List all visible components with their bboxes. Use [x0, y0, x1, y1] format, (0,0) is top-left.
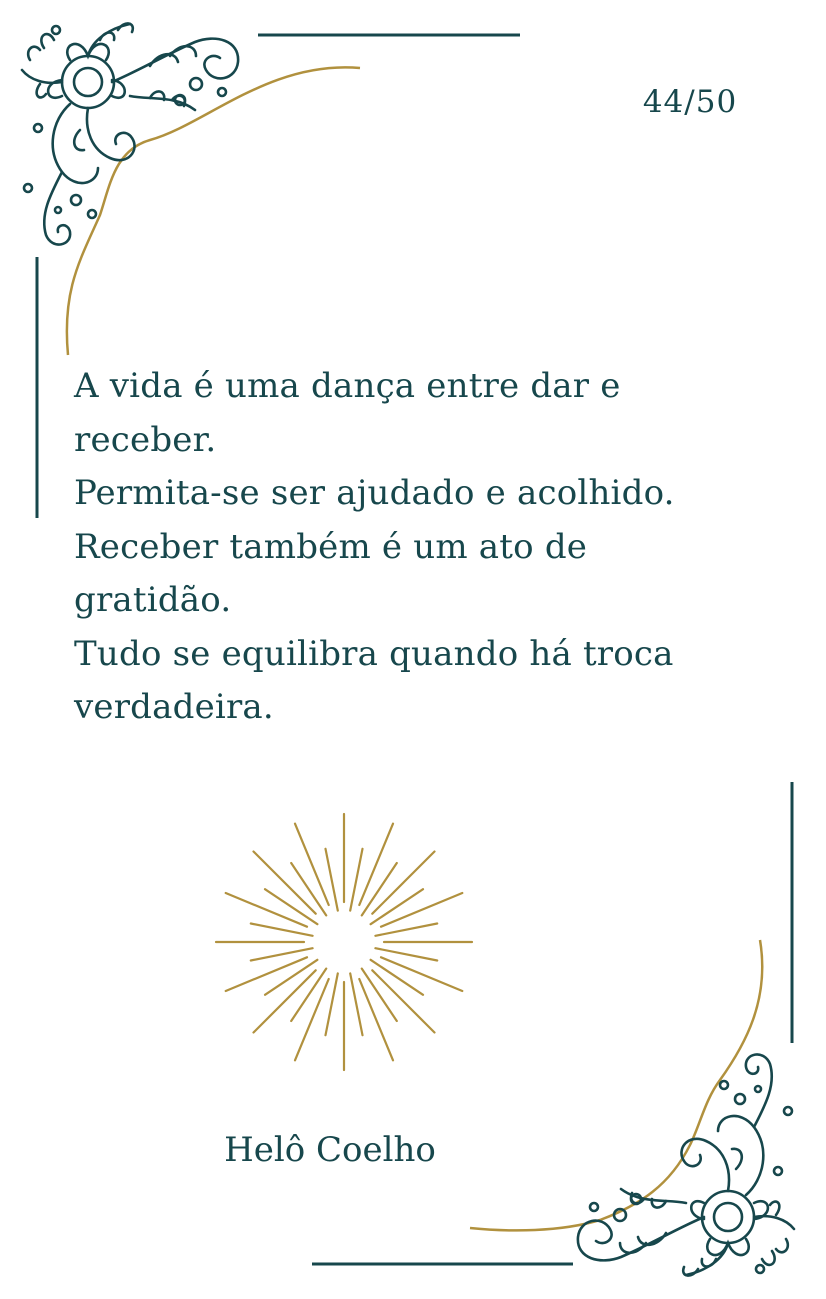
sunburst-ray [254, 852, 316, 914]
quote-line: receber. [74, 419, 217, 460]
page-number: 44/50 [642, 84, 738, 120]
bottom-right-gold-curve [470, 940, 762, 1230]
quote-text [74, 360, 794, 735]
quote-line: Tudo se equilibra quando há troca [74, 633, 674, 674]
quote-line: Receber também é um ato de [74, 526, 588, 567]
top-left-gold-curve [67, 67, 360, 355]
quote-line: verdadeira. [74, 687, 274, 727]
sunburst-icon [216, 814, 472, 1070]
top-left-floral-ornament-icon [22, 23, 238, 244]
sunburst-ray [372, 852, 434, 914]
sunburst-ray [254, 970, 316, 1032]
quote-line: Permita-se ser ajudado e acolhido. [74, 473, 675, 513]
author-name: Helô Coelho [224, 1130, 436, 1170]
quote-line: A vida é uma dança entre dar e [74, 366, 621, 406]
quote-line: gratidão. [74, 580, 232, 620]
sunburst-ray [372, 970, 434, 1032]
bottom-right-floral-ornament-icon [578, 1054, 794, 1275]
